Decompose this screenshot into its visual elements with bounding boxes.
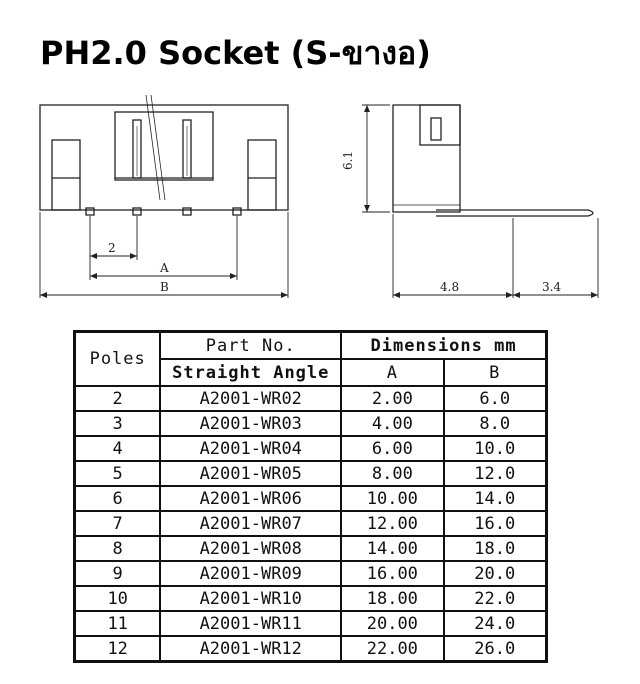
cell-poles: 11	[75, 611, 161, 636]
front-left-slot	[52, 140, 80, 210]
dim-label-pitch: 2	[108, 241, 116, 255]
header-poles: Poles	[75, 332, 161, 387]
connector-drawing	[0, 0, 640, 320]
cell-poles: 7	[75, 511, 161, 536]
front-cavity	[115, 112, 213, 180]
cell-part-no: A2001-WR12	[160, 636, 341, 662]
cell-dim-a: 12.00	[341, 511, 443, 536]
header-part-no: Part No.	[160, 332, 341, 360]
cell-dim-b: 22.0	[444, 586, 547, 611]
cell-dim-a: 22.00	[341, 636, 443, 662]
dim-label-height: 6.1	[341, 150, 355, 170]
cell-dim-b: 12.0	[444, 461, 547, 486]
cell-poles: 6	[75, 486, 161, 511]
pin-foot	[183, 208, 191, 215]
side-latch	[431, 118, 441, 140]
cell-poles: 8	[75, 536, 161, 561]
cell-dim-a: 8.00	[341, 461, 443, 486]
cell-part-no: A2001-WR07	[160, 511, 341, 536]
cell-dim-a: 14.00	[341, 536, 443, 561]
cell-dim-b: 24.0	[444, 611, 547, 636]
dim-label-depth: 4.8	[440, 280, 460, 294]
cell-poles: 5	[75, 461, 161, 486]
side-latch-slot	[420, 105, 460, 145]
side-body-outline	[393, 105, 460, 212]
table-row	[75, 561, 547, 586]
cell-dim-a: 6.00	[341, 436, 443, 461]
cell-poles: 3	[75, 411, 161, 436]
dimensions-table	[73, 330, 548, 663]
cell-dim-b: 26.0	[444, 636, 547, 662]
side-arrows	[364, 105, 598, 298]
cell-poles: 2	[75, 386, 161, 411]
cell-part-no: A2001-WR06	[160, 486, 341, 511]
cell-part-no: A2001-WR10	[160, 586, 341, 611]
header-col-a: A	[341, 359, 443, 386]
cell-dim-b: 6.0	[444, 386, 547, 411]
dim-label-pin-length: 3.4	[542, 280, 562, 294]
dim-label-b: B	[160, 280, 169, 294]
cell-part-no: A2001-WR02	[160, 386, 341, 411]
table-row	[75, 436, 547, 461]
pin-foot	[86, 208, 94, 215]
header-dimensions: Dimensions mm	[341, 332, 546, 360]
header-col-b: B	[444, 359, 547, 386]
cell-part-no: A2001-WR05	[160, 461, 341, 486]
pin-foot	[233, 208, 241, 215]
cell-part-no: A2001-WR09	[160, 561, 341, 586]
cell-poles: 12	[75, 636, 161, 662]
cell-dim-b: 20.0	[444, 561, 547, 586]
table-row	[75, 536, 547, 561]
pin-foot	[133, 208, 141, 215]
table-row	[75, 411, 547, 436]
cell-dim-a: 2.00	[341, 386, 443, 411]
cell-part-no: A2001-WR04	[160, 436, 341, 461]
table-row	[75, 586, 547, 611]
cell-dim-a: 10.00	[341, 486, 443, 511]
dim-label-a: A	[160, 261, 169, 275]
side-view	[362, 105, 598, 298]
cell-dim-b: 16.0	[444, 511, 547, 536]
cell-part-no: A2001-WR03	[160, 411, 341, 436]
cell-part-no: A2001-WR08	[160, 536, 341, 561]
cell-poles: 10	[75, 586, 161, 611]
cell-poles: 4	[75, 436, 161, 461]
header-straight-angle: Straight Angle	[160, 359, 341, 386]
cell-poles: 9	[75, 561, 161, 586]
page-title: PH2.0 Socket (S-ขางอ)	[40, 34, 431, 72]
cell-dim-a: 4.00	[341, 411, 443, 436]
cell-dim-a: 20.00	[341, 611, 443, 636]
table-body	[75, 386, 547, 662]
cell-dim-b: 14.0	[444, 486, 547, 511]
table-row	[75, 461, 547, 486]
table-row	[75, 386, 547, 411]
cell-dim-a: 18.00	[341, 586, 443, 611]
break-line	[146, 95, 165, 200]
cell-dim-b: 10.0	[444, 436, 547, 461]
cell-dim-a: 16.00	[341, 561, 443, 586]
table-row	[75, 511, 547, 536]
cell-part-no: A2001-WR11	[160, 611, 341, 636]
front-right-slot	[248, 140, 276, 210]
table-row	[75, 611, 547, 636]
table-row	[75, 486, 547, 511]
cell-dim-b: 8.0	[444, 411, 547, 436]
cell-dim-b: 18.0	[444, 536, 547, 561]
table-row	[75, 636, 547, 662]
